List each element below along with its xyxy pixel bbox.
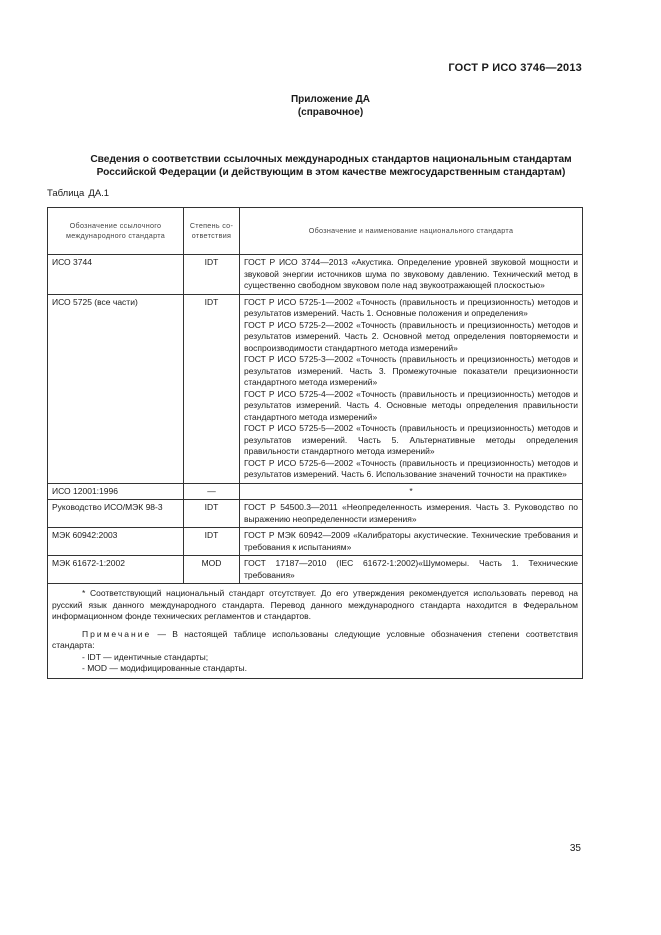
appendix-title: Приложение ДА [290, 94, 371, 105]
cell-reference: Руководство ИСО/МЭК 98-3 [48, 500, 184, 528]
table-header-row [48, 208, 583, 255]
cell-national: ГОСТ Р ИСО 3744—2013 «Акустика. Определение уровней звуковой мощности и звуковой энергии источников шума по звуковому давлению. Технический метод в существенно свободном звуковом поле над звукоотражающей плоскостью» [240, 255, 583, 295]
cell-degree: IDT [184, 255, 240, 295]
section-heading-line-2: Российской Федерации (и действующим в этом качестве межгосударственным стандартам) [96, 167, 566, 178]
table-row [48, 294, 583, 483]
table-footnote: * Соответствующий национальный стандарт отсутствует. До его утверждения рекомендуется использовать перевод на русский язык данного международного стандарта. Перевод данного международного стандарта находится в Федеральном информационном фонде технических регламентов и стандартов. [52, 588, 578, 621]
table-row [48, 528, 583, 556]
table-row [48, 556, 583, 584]
cell-national: ГОСТ 17187—2010 (IEC 61672-1:2002)«Шумомеры. Часть 1. Технические требования» [240, 556, 583, 584]
cell-reference: ИСО 12001:1996 [48, 483, 184, 500]
table-caption-label: Таблица [47, 188, 85, 199]
header-degree: Степень со-ответствия [184, 208, 240, 255]
cell-national: ГОСТ Р МЭК 60942—2009 «Калибраторы акустические. Технические требования и требования к испытаниям» [240, 528, 583, 556]
cell-reference: МЭК 60942:2003 [48, 528, 184, 556]
table-notes [48, 584, 583, 679]
document-code: ГОСТ Р ИСО 3746—2013 [448, 62, 582, 74]
standards-table [47, 207, 583, 679]
appendix-title-block [0, 93, 661, 119]
appendix-subtitle: (справочное) [297, 107, 364, 118]
table-notes-row [48, 584, 583, 679]
national-entry: ГОСТ Р ИСО 5725-1—2002 «Точность (правильность и прецизионность) методов и результатов измерений. Часть 1. Основные положения и определения» [244, 296, 578, 318]
national-entry: ГОСТ Р ИСО 5725-5—2002 «Точность (правильность и прецизионность) методов и результатов измерений. Часть 5. Альтернативные методы определения правильности стандартного метода измерений» [244, 423, 578, 456]
header-national-standard: Обозначение и наименование национального стандарта [240, 208, 583, 255]
national-entry: ГОСТ Р ИСО 5725-2—2002 «Точность (правильность и прецизионность) методов и результатов измерений. Часть 2. Основной метод определения повторяемости и воспроизводимости стандартного метода измерений» [244, 319, 578, 353]
national-entry: ГОСТ Р ИСО 5725-6—2002 «Точность (правильность и прецизионность) методов и результатов измерений. Часть 6. Использование значений точности на практике» [244, 457, 578, 479]
page-number: 35 [569, 843, 581, 854]
cell-degree: IDT [184, 294, 240, 483]
header-reference-standard: Обозначение ссылочного международного стандарта [48, 208, 184, 255]
note-item-idt: - IDT — идентичные стандарты; [82, 651, 209, 662]
section-heading [50, 153, 612, 179]
cell-national [240, 294, 583, 483]
cell-degree: — [184, 483, 240, 500]
note-item-mod: - MOD — модифицированные стандарты. [82, 663, 247, 673]
table-caption [47, 188, 109, 199]
table-note [52, 629, 578, 652]
national-entry: ГОСТ Р ИСО 5725-4—2002 «Точность (правильность и прецизионность) методов и результатов измерений. Часть 4. Основные методы определения правильности стандартного метода измерений» [244, 388, 578, 422]
cell-reference: ИСО 3744 [48, 255, 184, 295]
note-text: — В настоящей таблице использованы следующие условные обозначения степени соответствия стандарта: [52, 628, 578, 650]
note-label: Примечание [82, 628, 152, 639]
cell-reference: ИСО 5725 (все части) [48, 294, 184, 483]
table-row [48, 255, 583, 295]
cell-degree: IDT [184, 500, 240, 528]
cell-reference: МЭК 61672-1:2002 [48, 556, 184, 584]
cell-national: * [240, 483, 583, 500]
cell-degree: MOD [184, 556, 240, 584]
table-row [48, 483, 583, 500]
table-caption-number: ДА.1 [88, 188, 110, 199]
national-entry: ГОСТ Р ИСО 5725-3—2002 «Точность (правильность и прецизионность) методов и результатов измерений. Часть 3. Промежуточные показатели прецизионности стандартного метода измерений» [244, 354, 578, 387]
table-row [48, 500, 583, 528]
cell-national: ГОСТ Р 54500.3—2011 «Неопределенность измерения. Часть 3. Руководство по выражению неопределенности измерения» [240, 500, 583, 528]
section-heading-line-1: Сведения о соответствии ссылочных международных стандартов национальным стандартам [90, 154, 572, 165]
cell-degree: IDT [184, 528, 240, 556]
